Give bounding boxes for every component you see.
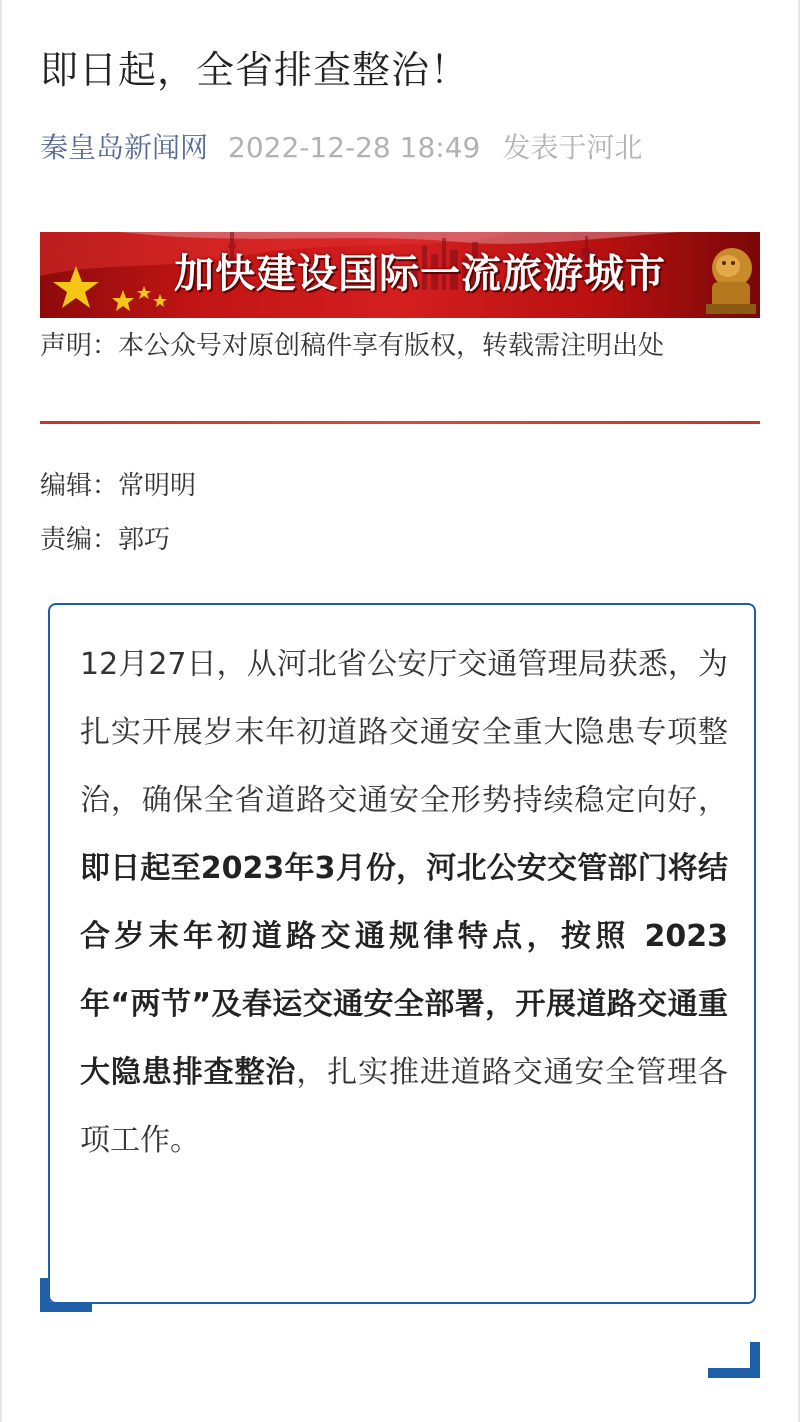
small-star-icon: [112, 290, 134, 311]
copyright-notice: 声明：本公众号对原创稿件享有版权，转载需注明出处: [40, 331, 665, 361]
large-star-icon: [53, 266, 99, 308]
article-title: 即日起，全省排查整治！: [40, 48, 470, 92]
paragraph-highlight: 即日起至2023年3月份，河北公安交管部门将结合岁末年初道路交通规律特点，按照 2023年“两节”及春运交通安全部署，开展道路交通重大隐患排查整治: [80, 851, 728, 1090]
article-meta: [40, 128, 642, 168]
banner-image: [40, 232, 760, 318]
content-box: [48, 603, 756, 1304]
red-divider: [40, 421, 760, 424]
source-link[interactable]: 秦皇岛新闻网: [40, 131, 209, 164]
paragraph-text: 12月27日，从河北省公安厅交通管理局获悉，为扎实开展岁末年初道路交通安全重大隐患专项整治，确保全省道路交通安全形势持续稳定向好，: [80, 647, 728, 818]
banner-slogan: 加快建设国际一流旅游城市: [174, 250, 666, 297]
publish-location: 发表于河北: [502, 131, 643, 164]
article-paragraph: [80, 631, 728, 1175]
corner-bracket-bottom-right: [708, 1342, 760, 1378]
chief-editor-credit: 责编：郭巧: [40, 525, 171, 555]
editor-credit: 编辑：常明明: [40, 471, 197, 501]
corner-bracket-bottom-left: [40, 1278, 92, 1312]
lion-statue-icon: [706, 248, 756, 314]
publish-date: 2022-12-28 18:49: [228, 131, 481, 164]
paragraph-text-end: ，扎实推进道路交通安全管理各项工作。: [80, 1055, 729, 1158]
left-screen-edge: [0, 0, 2, 1422]
